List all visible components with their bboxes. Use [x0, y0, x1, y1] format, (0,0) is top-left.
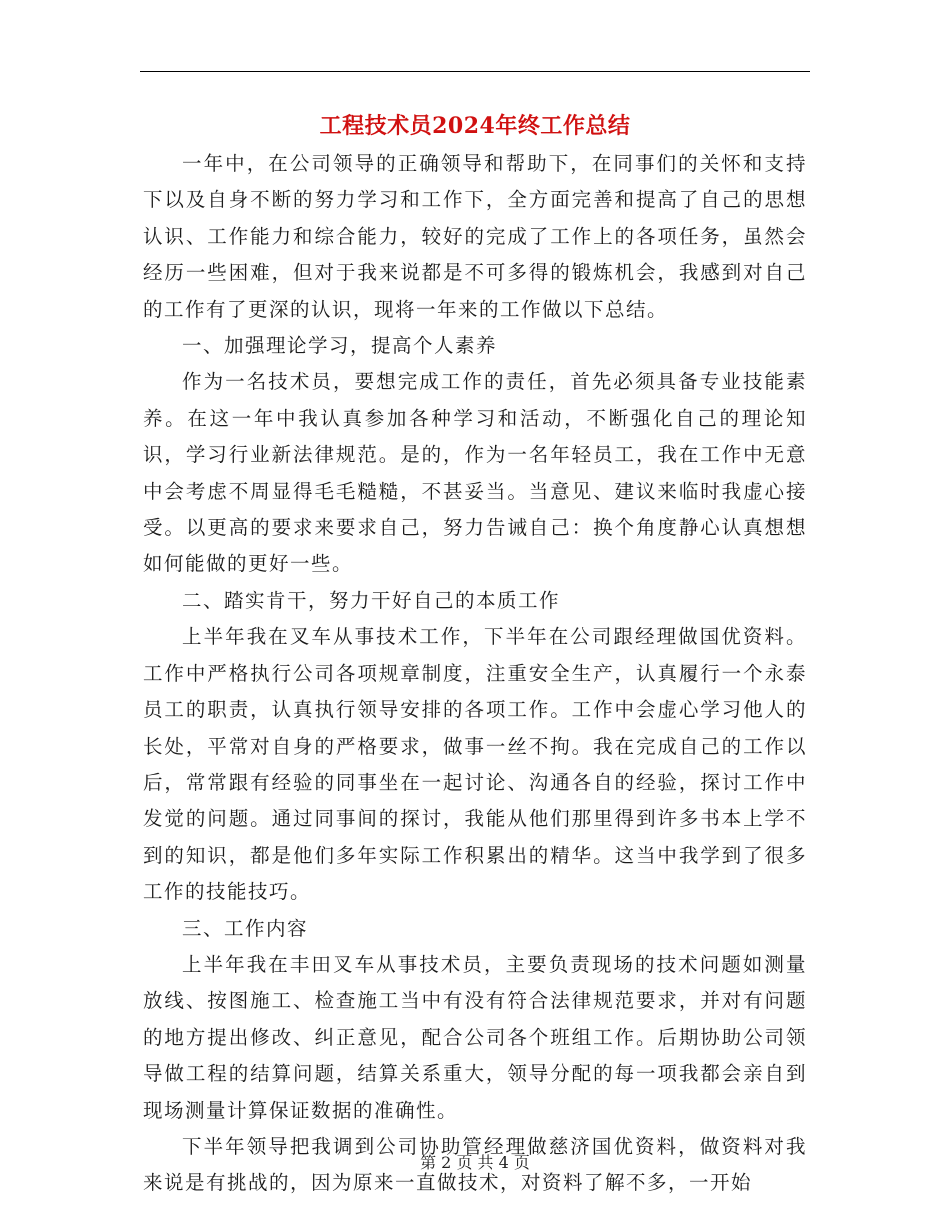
section-heading-3: 三、工作内容	[182, 916, 309, 940]
document-title: 工程技术员2024年终工作总结	[319, 113, 631, 139]
section-heading-2: 二、踏实肯干，努力干好自己的本质工作	[182, 588, 561, 612]
document-body	[143, 146, 807, 1202]
paragraph-intro: 一年中，在公司领导的正确领导和帮助下，在同事们的关怀和支持下以及自身不断的努力学习和工作下，全方面完善和提高了自己的思想认识、工作能力和综合能力，较好的完成了工作上的各项任务，虽然会经历一些困难，但对于我来说都是不可多得的锻炼机会，我感到对自己的工作有了更深的认识，现将一年来的工作做以下总结。	[143, 152, 807, 321]
section-heading-1: 一、加强理论学习，提高个人素养	[182, 334, 498, 358]
paragraph-section-3a: 上半年我在丰田叉车从事技术员，主要负责现场的技术问题如测量放线、按图施工、检查施工当中有没有符合法律规范要求，并对有问题的地方提出修改、纠正意见，配合公司各个班组工作。后期协助公司领导做工程的结算问题，结算关系重大，领导分配的每一项我都会亲自到现场测量计算保证数据的准确性。	[143, 952, 807, 1122]
paragraph-section-3b: 下半年领导把我调到公司协助管经理做慈济国优资料，做资料对我来说是有挑战的，因为原来一直做技术，对资料了解不多，一开始	[143, 1134, 807, 1195]
header-rule	[140, 71, 810, 72]
paragraph-section-2: 上半年我在叉车从事技术工作，下半年在公司跟经理做国优资料。工作中严格执行公司各项规章制度，注重安全生产，认真履行一个永泰员工的职责，认真执行领导安排的各项工作。工作中会虚心学习他人的长处，平常对自身的严格要求，做事一丝不拘。我在完成自己的工作以后，常常跟有经验的同事坐在一起讨论、沟通各自的经验，探讨工作中发觉的问题。通过同事间的探讨，我能从他们那里得到许多书本上学不到的知识，都是他们多年实际工作积累出的精华。这当中我学到了很多工作的技能技巧。	[143, 625, 807, 904]
page-number-footer: 第 2 页 共 4 页	[420, 1153, 530, 1172]
paragraph-section-1: 作为一名技术员，要想完成工作的责任，首先必须具备专业技能素养。在这一年中我认真参加各种学习和活动，不断强化自己的理论知识，学习行业新法律规范。是的，作为一名年轻员工，我在工作中无意中会考虑不周显得毛毛糙糙，不甚妥当。当意见、建议来临时我虚心接受。以更高的要求来要求自己，努力告诫自己：换个角度静心认真想想如何能做的更好一些。	[143, 370, 807, 576]
